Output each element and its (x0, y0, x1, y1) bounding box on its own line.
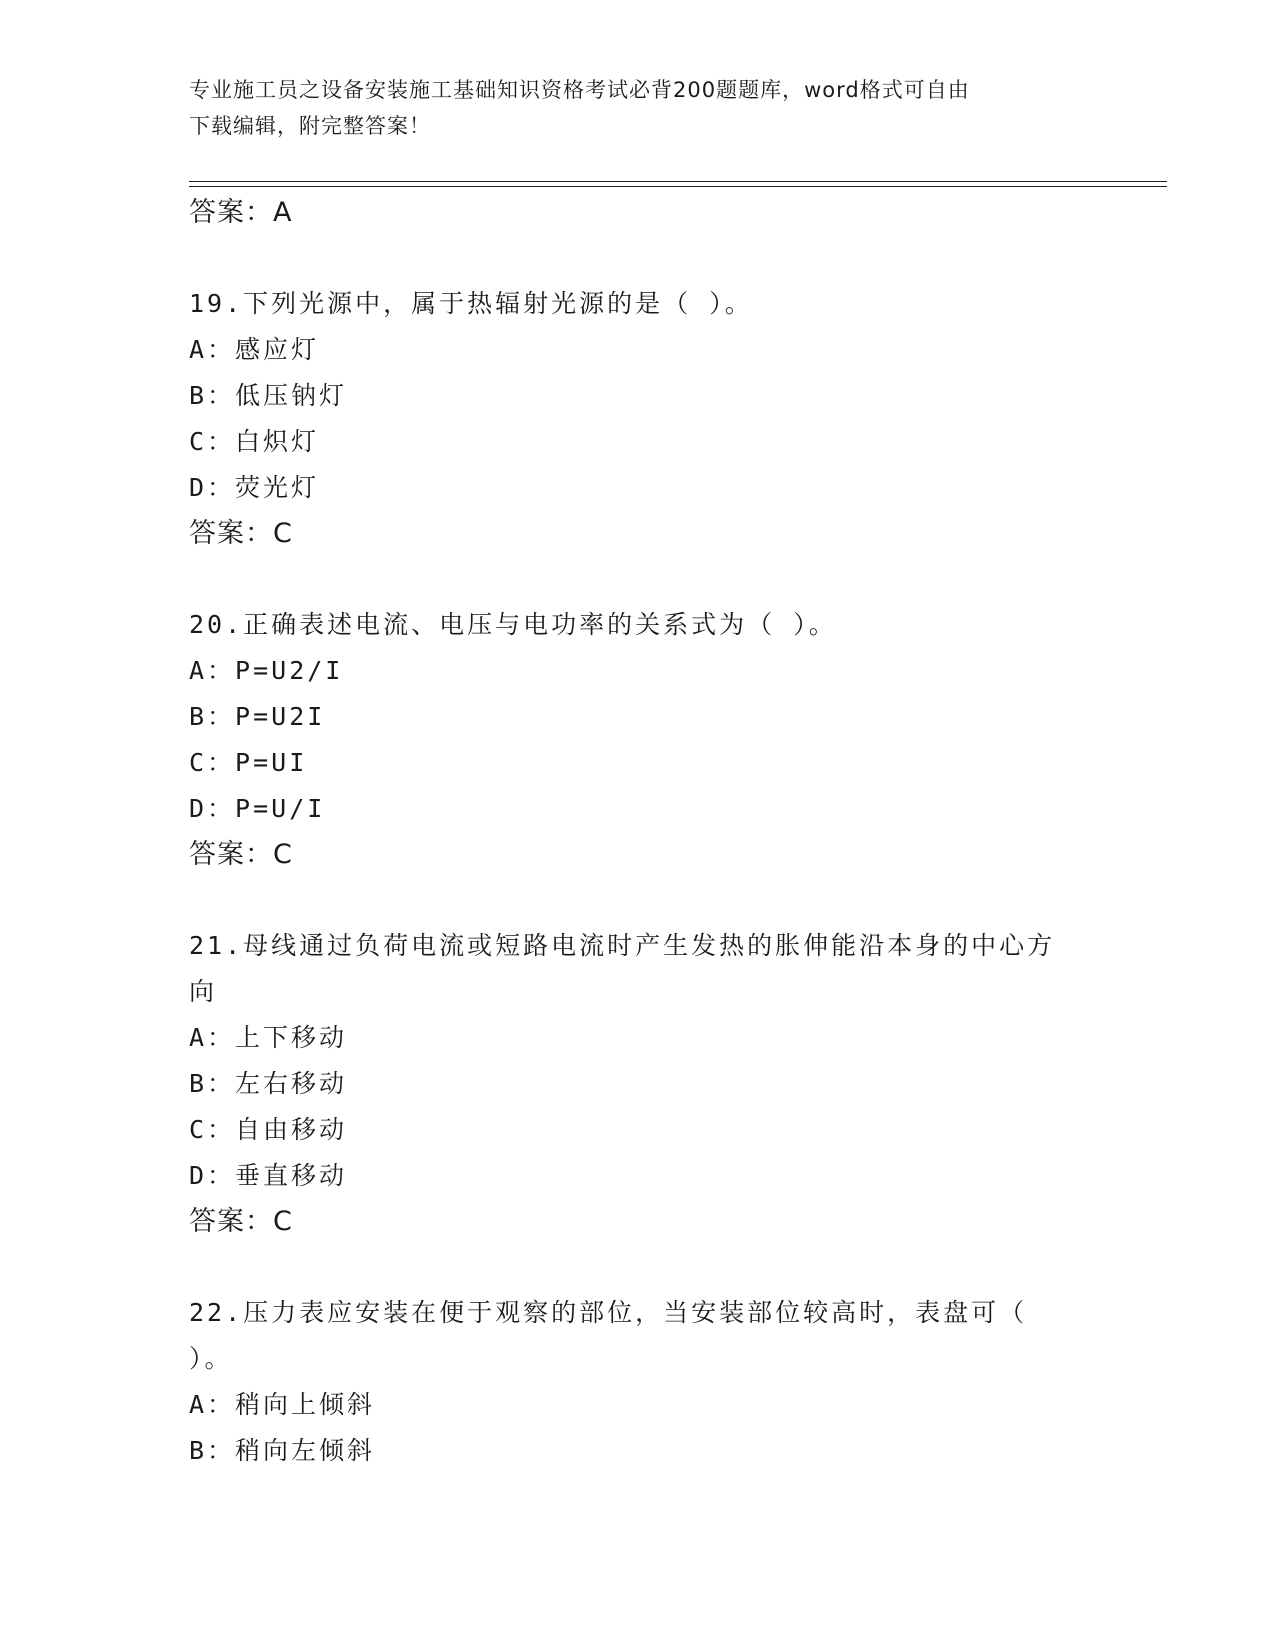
option-b: B：低压钠灯 (189, 381, 348, 410)
option-b: B：左右移动 (189, 1069, 348, 1098)
question-block-20 (189, 602, 1089, 878)
spacer (189, 557, 1089, 602)
question-content (189, 190, 1089, 1474)
option-d: D：荧光灯 (189, 473, 320, 502)
option-c: C：P=UI (189, 748, 308, 777)
question-stem-continued: ）。 (189, 1344, 233, 1373)
answer-line: 答案：A (189, 197, 293, 228)
spacer (189, 878, 1089, 923)
question-stem: 20.正确表述电流、电压与电功率的关系式为（ ）。 (189, 610, 837, 639)
header-divider-top (189, 181, 1167, 182)
option-b: B：稍向左倾斜 (189, 1436, 376, 1465)
header-title-line-1: 专业施工员之设备安装施工基础知识资格考试必背200题题库，word格式可自由 (189, 78, 970, 102)
spacer (189, 1245, 1089, 1290)
header-divider-bottom (189, 186, 1167, 187)
option-c: C：自由移动 (189, 1115, 348, 1144)
question-stem: 21.母线通过负荷电流或短路电流时产生发热的胀伸能沿本身的中心方 (189, 931, 1056, 960)
question-block-22 (189, 1290, 1089, 1474)
answer-line: 答案：C (189, 1206, 293, 1237)
document-header (189, 72, 1089, 144)
answer-line: 答案：C (189, 518, 293, 549)
question-stem-continued: 向 (189, 977, 218, 1006)
spacer (189, 236, 1089, 281)
question-stem: 22.压力表应安装在便于观察的部位，当安装部位较高时，表盘可（ (189, 1298, 1028, 1327)
question-block-19 (189, 281, 1089, 557)
option-a: A：P=U2/I (189, 656, 344, 685)
option-a: A：稍向上倾斜 (189, 1390, 376, 1419)
question-stem: 19.下列光源中，属于热辐射光源的是（ ）。 (189, 289, 753, 318)
header-title-line-2: 下载编辑，附完整答案！ (189, 114, 431, 138)
option-d: D：P=U/I (189, 794, 326, 823)
option-c: C：白炽灯 (189, 427, 320, 456)
question-block-21 (189, 923, 1089, 1245)
answer-line: 答案：C (189, 839, 293, 870)
option-d: D：垂直移动 (189, 1161, 348, 1190)
option-b: B：P=U2I (189, 702, 326, 731)
option-a: A：上下移动 (189, 1023, 348, 1052)
option-a: A：感应灯 (189, 335, 320, 364)
